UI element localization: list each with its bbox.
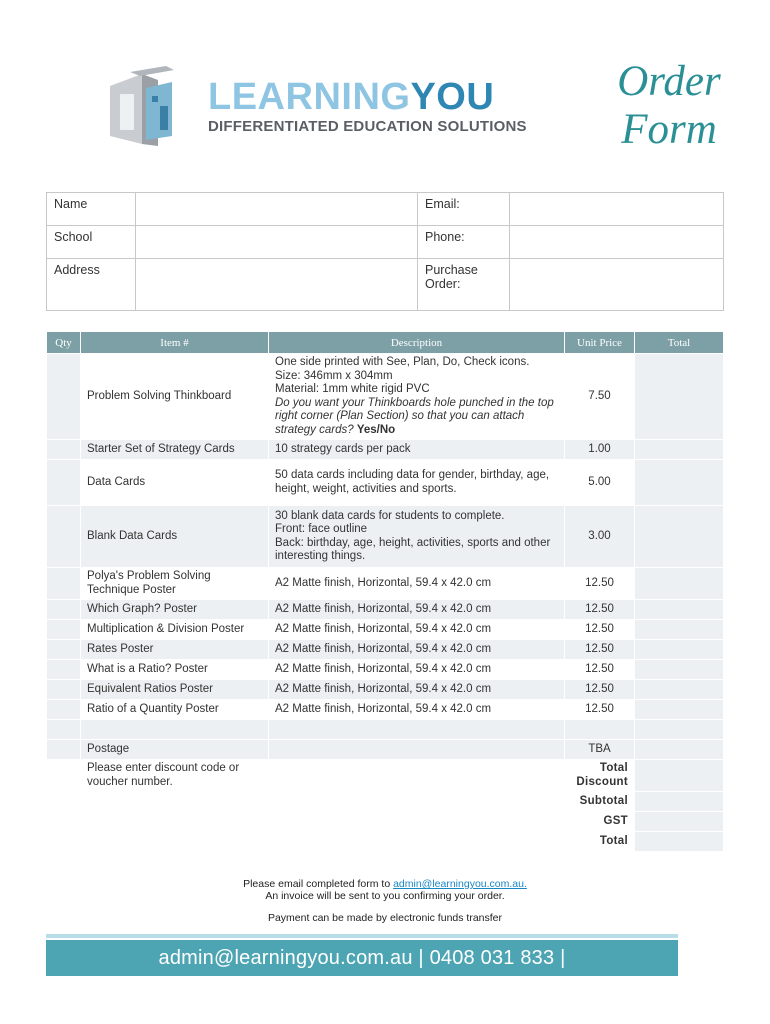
total-discount-value[interactable] xyxy=(635,760,724,792)
item-name: Multiplication & Division Poster xyxy=(81,620,269,640)
discount-code-field[interactable] xyxy=(269,760,565,792)
item-name: Equivalent Ratios Poster xyxy=(81,680,269,700)
unit-price: 5.00 xyxy=(565,460,635,506)
line-total[interactable] xyxy=(635,620,724,640)
table-row xyxy=(47,660,724,680)
item-description: 50 data cards including data for gender, birthday, age, height, weight, activities and sports. xyxy=(269,460,565,506)
total-spacer xyxy=(47,832,565,852)
table-row xyxy=(47,640,724,660)
item-description: A2 Matte finish, Horizontal, 59.4 x 42.0 cm xyxy=(269,680,565,700)
discount-qty xyxy=(47,760,81,792)
gst-spacer xyxy=(47,812,565,832)
table-row xyxy=(47,600,724,620)
subtotal-value[interactable] xyxy=(635,792,724,812)
phone-field[interactable] xyxy=(510,226,724,259)
item-header: Item # xyxy=(81,332,269,354)
item-description: A2 Matte finish, Horizontal, 59.4 x 42.0 cm xyxy=(269,568,565,600)
qty-input[interactable] xyxy=(47,568,81,600)
discount-row xyxy=(47,760,724,792)
table-row xyxy=(47,680,724,700)
table-row xyxy=(47,506,724,568)
contact-banner: admin@learningyou.com.au | 0408 031 833 | www.learningyou.com.au xyxy=(46,940,678,976)
brand-name xyxy=(208,76,494,119)
unit-price: 12.50 xyxy=(565,660,635,680)
item-name: Ratio of a Quantity Poster xyxy=(81,700,269,720)
brand-tagline: DIFFERENTIATED EDUCATION SOLUTIONS xyxy=(208,118,527,135)
unit-price: 1.00 xyxy=(565,440,635,460)
desc-line: Back: birthday, age, height, activities, sports and other interesting things. xyxy=(275,536,551,562)
email-prefix: Please email completed form to xyxy=(243,878,394,890)
table-row xyxy=(47,460,724,506)
gst-value[interactable] xyxy=(635,812,724,832)
unit-price: 12.50 xyxy=(565,620,635,640)
item-description: A2 Matte finish, Horizontal, 59.4 x 42.0 cm xyxy=(269,700,565,720)
postage-qty xyxy=(47,740,81,760)
table-row xyxy=(47,700,724,720)
table-header-row xyxy=(47,332,724,354)
postage-row xyxy=(47,740,724,760)
school-label: School xyxy=(47,226,136,259)
total-discount-label: Total Discount xyxy=(565,760,635,792)
table-row xyxy=(47,440,724,460)
unit-price: 12.50 xyxy=(565,568,635,600)
qty-input[interactable] xyxy=(47,640,81,660)
qty-input[interactable] xyxy=(47,700,81,720)
grand-total-label: Total xyxy=(565,832,635,852)
table-row xyxy=(47,568,724,600)
banner-accent-bar xyxy=(46,934,678,938)
qty-input[interactable] xyxy=(47,600,81,620)
gst-row xyxy=(47,812,724,832)
logo-building-icon xyxy=(100,66,200,152)
yes-no-option[interactable]: Yes/No xyxy=(356,423,396,436)
item-description: A2 Matte finish, Horizontal, 59.4 x 42.0 cm xyxy=(269,640,565,660)
grand-total-value[interactable] xyxy=(635,832,724,852)
desc-line: Material: 1mm white rigid PVC xyxy=(275,383,430,395)
qty-header: Qty xyxy=(47,332,81,354)
item-description[interactable] xyxy=(269,720,565,740)
desc-line: Size: 346mm x 304mm xyxy=(275,369,393,382)
contact-details-table xyxy=(46,192,724,311)
line-total[interactable] xyxy=(635,440,724,460)
postage-value: TBA xyxy=(565,740,635,760)
unit-price-header: Unit Price xyxy=(565,332,635,354)
school-field[interactable] xyxy=(136,226,418,259)
qty-input[interactable] xyxy=(47,660,81,680)
address-label: Address xyxy=(47,259,136,311)
item-name[interactable] xyxy=(81,720,269,740)
item-name: Problem Solving Thinkboard xyxy=(81,354,269,440)
total-header: Total xyxy=(635,332,724,354)
name-label: Name xyxy=(47,193,136,226)
unit-price: 7.50 xyxy=(565,354,635,440)
qty-input[interactable] xyxy=(47,460,81,506)
brand-learning: LEARNING xyxy=(208,76,411,118)
qty-input[interactable] xyxy=(47,680,81,700)
address-field[interactable] xyxy=(136,259,418,311)
table-row xyxy=(47,354,724,440)
purchase-order-label: Purchase Order: xyxy=(418,259,510,311)
subtotal-row xyxy=(47,792,724,812)
line-total[interactable] xyxy=(635,700,724,720)
email-link[interactable]: admin@learningyou.com.au. xyxy=(393,878,527,890)
line-total[interactable] xyxy=(635,568,724,600)
phone-label: Phone: xyxy=(418,226,510,259)
item-description xyxy=(269,506,565,568)
learningyou-logo xyxy=(100,66,560,156)
unit-price: 12.50 xyxy=(565,600,635,620)
qty-input[interactable] xyxy=(47,440,81,460)
line-total[interactable] xyxy=(635,354,724,440)
postage-label: Postage xyxy=(81,740,269,760)
subtotal-label: Subtotal xyxy=(565,792,635,812)
line-total[interactable] xyxy=(635,640,724,660)
purchase-order-field[interactable] xyxy=(510,259,724,311)
name-field[interactable] xyxy=(136,193,418,226)
unit-price: 12.50 xyxy=(565,700,635,720)
hole-punch-question: Do you want your Thinkboards hole punched in the top right corner (Plan Section) so that you can attach strategy cards? xyxy=(275,396,554,436)
title-line-2: Form xyxy=(621,106,717,153)
email-label: Email: xyxy=(418,193,510,226)
discount-note: Please enter discount code or voucher number. xyxy=(81,760,269,792)
item-name: Data Cards xyxy=(81,460,269,506)
item-name: Blank Data Cards xyxy=(81,506,269,568)
email-field[interactable] xyxy=(510,193,724,226)
subtotal-spacer xyxy=(47,792,565,812)
item-name: Polya's Problem Solving Technique Poster xyxy=(81,568,269,600)
blank-row xyxy=(47,720,724,740)
brand-you: YOU xyxy=(410,76,495,118)
page-header xyxy=(0,0,770,180)
line-total[interactable] xyxy=(635,660,724,680)
item-description: A2 Matte finish, Horizontal, 59.4 x 42.0 cm xyxy=(269,660,565,680)
line-total[interactable] xyxy=(635,506,724,568)
email-line xyxy=(0,878,770,890)
postage-total[interactable] xyxy=(635,740,724,760)
desc-line: One side printed with See, Plan, Do, Check icons. xyxy=(275,356,530,368)
line-total[interactable] xyxy=(635,720,724,740)
item-description: A2 Matte finish, Horizontal, 59.4 x 42.0 cm xyxy=(269,600,565,620)
unit-price: 12.50 xyxy=(565,640,635,660)
description-header: Description xyxy=(269,332,565,354)
item-name: Which Graph? Poster xyxy=(81,600,269,620)
gst-label: GST xyxy=(565,812,635,832)
invoice-note: An invoice will be sent to you confirming your order. xyxy=(265,890,505,902)
payment-note: Payment can be made by electronic funds transfer xyxy=(267,912,503,924)
unit-price: 12.50 xyxy=(565,680,635,700)
desc-question xyxy=(275,397,558,438)
qty-input[interactable] xyxy=(47,620,81,640)
order-items-table xyxy=(46,331,724,852)
unit-price: 3.00 xyxy=(565,506,635,568)
qty-input[interactable] xyxy=(47,720,81,740)
desc-line: Front: face outline xyxy=(275,523,368,535)
unit-price[interactable] xyxy=(565,720,635,740)
item-description: A2 Matte finish, Horizontal, 59.4 x 42.0 cm xyxy=(269,620,565,640)
postage-desc xyxy=(269,740,565,760)
grand-total-row xyxy=(47,832,724,852)
item-description: 10 strategy cards per pack xyxy=(269,440,565,460)
line-total[interactable] xyxy=(635,680,724,700)
qty-input[interactable] xyxy=(47,506,81,568)
line-total[interactable] xyxy=(635,460,724,506)
table-row xyxy=(47,620,724,640)
item-name: What is a Ratio? Poster xyxy=(81,660,269,680)
line-total[interactable] xyxy=(635,600,724,620)
desc-line: 30 blank data cards for students to complete. xyxy=(275,509,505,522)
email-instructions xyxy=(0,878,770,902)
page-title xyxy=(604,58,734,154)
item-name: Starter Set of Strategy Cards xyxy=(81,440,269,460)
title-line-1: Order xyxy=(617,58,721,105)
qty-input[interactable] xyxy=(47,354,81,440)
item-description xyxy=(269,354,565,440)
item-name: Rates Poster xyxy=(81,640,269,660)
